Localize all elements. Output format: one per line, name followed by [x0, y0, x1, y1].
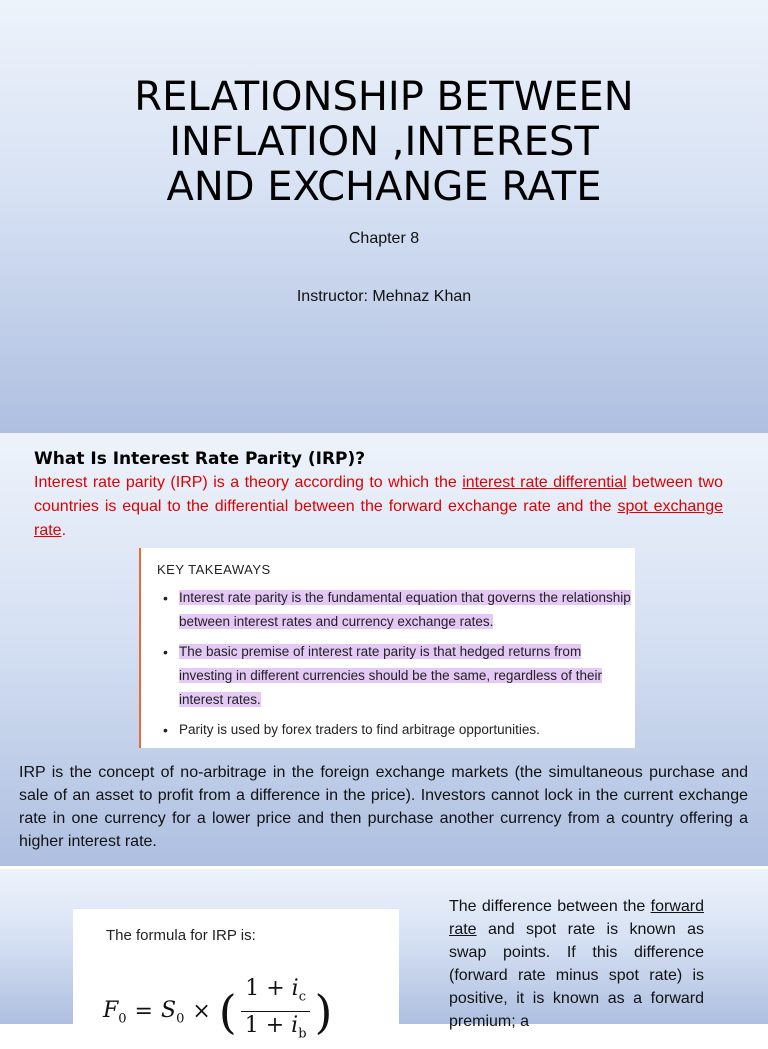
formula-fraction: [241, 975, 311, 1049]
interest-rate-differential-link[interactable]: interest rate differential: [462, 474, 627, 491]
formula-label: The formula for IRP is:: [106, 927, 256, 944]
takeaway-text: Interest rate parity is the fundamental equation that governs the relationship between interest rates and currency exchange rates.: [179, 590, 631, 629]
definition-text: between two countries is equal to the differential between the forward exchange rate and the: [34, 474, 723, 515]
swap-points-text: [449, 895, 704, 1033]
spot-exchange-rate-link[interactable]: spot exchange rate: [34, 498, 724, 539]
key-takeaways-title: KEY TAKEAWAYS: [157, 562, 271, 577]
bullet-icon: •: [163, 722, 168, 738]
denominator: $1 + i_b$: [244, 1013, 307, 1042]
formula-lhs: $F_0$: [103, 997, 127, 1027]
key-takeaways-list: [161, 586, 631, 748]
list-item: [161, 640, 631, 712]
irp-definition: [34, 471, 723, 543]
key-takeaways-box: [139, 548, 635, 748]
equals-sign: =: [134, 999, 153, 1025]
bullet-icon: •: [163, 590, 168, 606]
numerator: $1 + i_c$: [241, 975, 310, 1012]
irp-heading: What Is Interest Rate Parity (IRP)?: [34, 449, 366, 469]
slide-title: RELATIONSHIP BETWEEN INFLATION ,INTEREST AND EXCHANGE RATE: [134, 74, 634, 210]
swap-text-part: and spot rate is known as swap points. If this difference (forward rate minus spot rate) is positive, it is known as a forward premium; a: [449, 921, 704, 1030]
times-sign: ×: [192, 999, 211, 1025]
definition-text: .: [61, 522, 67, 539]
takeaway-text: The basic premise of interest rate parity is that hedged returns from investing in different currencies should be the same, regardless of their interest rates.: [179, 644, 602, 707]
swap-text-part: The difference between the: [449, 898, 651, 915]
left-paren: (: [218, 984, 237, 1039]
instructor-label: Instructor: Mehnaz Khan: [296, 288, 472, 305]
forward-rate-link[interactable]: forward rate: [449, 898, 704, 938]
list-item: [161, 586, 631, 634]
takeaway-text: Parity is used by forex traders to find arbitrage opportunities.: [179, 722, 540, 737]
formula-spot: $S_0$: [160, 997, 185, 1027]
right-paren: ): [314, 984, 333, 1039]
list-item: [161, 718, 631, 742]
bullet-icon: •: [163, 644, 168, 660]
irp-formula: [103, 975, 332, 1049]
title-slide: [0, 0, 768, 433]
definition-text: Interest rate parity (IRP) is a theory according to which the: [34, 474, 463, 491]
irp-paragraph: IRP is the concept of no-arbitrage in the foreign exchange markets (the simultaneous purchase and sale of an asset to profit from a difference in the price). Investors cannot lock in the current exchange rate in one currency for a lower price and then purchase another currency from a country offering a higher interest rate.: [19, 764, 748, 850]
formula-card: [73, 909, 399, 1042]
chapter-label: Chapter 8: [348, 230, 420, 247]
